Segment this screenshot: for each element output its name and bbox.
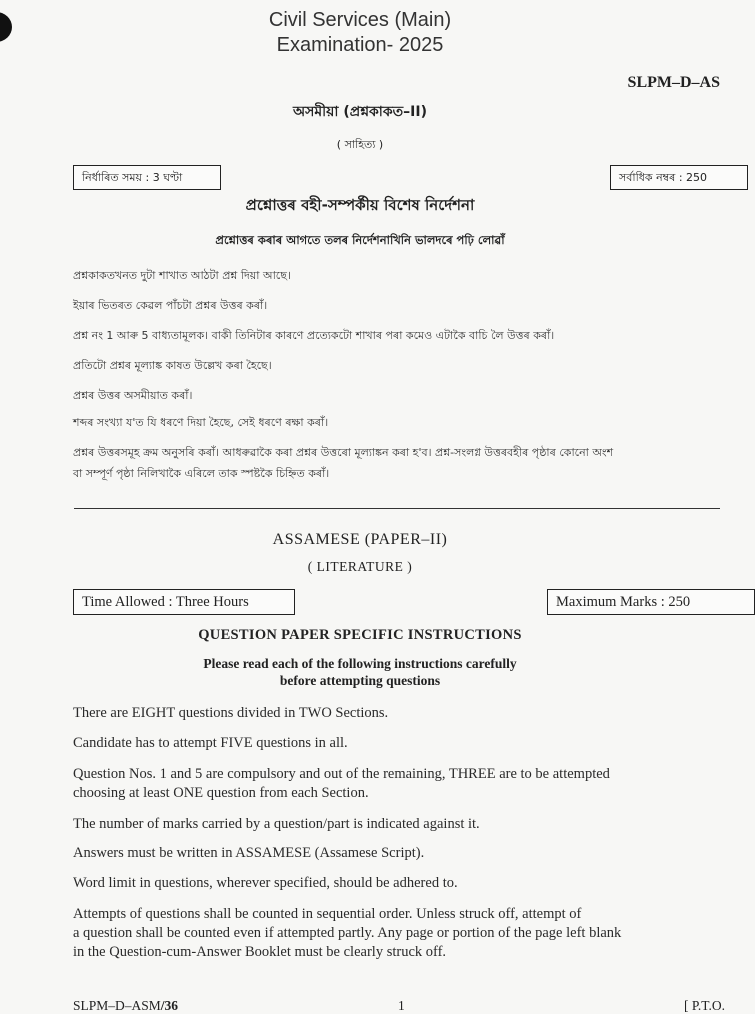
english-instruction-1: There are EIGHT questions divided in TWO Sections. <box>73 705 389 721</box>
exam-title <box>0 8 720 58</box>
footer-paper-code <box>73 998 178 1014</box>
assamese-instruction-2: ইয়াৰ ভিতৰত কেৱল পাঁচটা প্ৰশ্নৰ উত্তৰ কৰাঁ। <box>73 299 268 312</box>
assamese-instruction-6: শব্দৰ সংখ্যা য'ত যি ধৰণে দিয়া হৈছে, সেই ধৰণে ৰক্ষা কৰাঁ। <box>73 416 329 429</box>
assamese-instruction-1: প্ৰশ্নকাকতখনত দুটা শাখাত আঠটা প্ৰশ্ন দিয়া আছে। <box>73 269 291 282</box>
english-instruction-7-line2: a question shall be counted even if attempted partly. Any page or portion of the page left blank <box>73 925 622 941</box>
english-instruction-3-line2: choosing at least ONE question from each Section. <box>73 785 369 801</box>
assamese-instruction-4: প্ৰতিটো প্ৰশ্নৰ মূল্যাঙ্ক কাষত উল্লেখ কৰা হৈছে। <box>73 359 272 372</box>
section-divider <box>74 508 720 509</box>
footer-pto: [ P.T.O. <box>684 998 726 1013</box>
english-paper-title: ASSAMESE (PAPER–II) <box>272 531 448 548</box>
english-instructions-title: QUESTION PAPER SPECIFIC INSTRUCTIONS <box>198 627 522 643</box>
footer-code-text: SLPM–D–ASM <box>73 998 161 1013</box>
exam-title-line2: Examination- 2025 <box>276 34 444 56</box>
assamese-marks-box: সৰ্বাধিক নম্বৰ : 250 <box>610 165 748 190</box>
english-instruction-5: Answers must be written in ASSAMESE (Assamese Script). <box>73 845 425 861</box>
english-instruction-3-line1: Question Nos. 1 and 5 are compulsory and out of the remaining, THREE are to be attempted <box>73 766 610 782</box>
assamese-instruction-3: প্ৰশ্ন নং 1 আৰু 5 বাধ্যতামূলক। বাকী তিনিটাৰ কাৰণে প্ৰত্যেকটো শাখাৰ পৰা কমেও এটাকৈ বাচি লৈ উত্তৰ কৰাঁ। <box>73 329 555 342</box>
paper-code: SLPM–D–AS <box>627 74 720 91</box>
assamese-subject: ( সাহিত্য ) <box>336 138 384 151</box>
english-subject: ( LITERATURE ) <box>307 559 413 574</box>
english-instruction-2: Candidate has to attempt FIVE questions in all. <box>73 735 348 751</box>
english-instruction-6: Word limit in questions, wherever specified, should be adhered to. <box>73 875 458 891</box>
footer-code-suffix: /36 <box>160 998 179 1013</box>
english-read-line2: before attempting questions <box>279 673 441 688</box>
assamese-instruction-5: প্ৰশ্নৰ উত্তৰ অসমীয়াত কৰাঁ। <box>73 389 193 402</box>
assamese-instruction-7-line2: বা সম্পূৰ্ণ পৃষ্ঠা নিলিখাকৈ এৰিলে তাক স্পষ্টকৈ চিহ্নিত কৰাঁ। <box>73 467 330 480</box>
assamese-time-box: নিৰ্ধাৰিত সময় : 3 ঘণ্টা <box>73 165 221 190</box>
english-instruction-7-line3: in the Question-cum-Answer Booklet must be clearly struck off. <box>73 944 447 960</box>
english-time-box: Time Allowed : Three Hours <box>73 589 295 615</box>
english-instruction-7-line1: Attempts of questions shall be counted in sequential order. Unless struck off, attempt of <box>73 906 582 922</box>
assamese-paper-title: অসমীয়া (প্ৰশ্নকাকত–II) <box>293 104 427 120</box>
english-marks-box: Maximum Marks : 250 <box>547 589 755 615</box>
assamese-instruction-7-line1: প্ৰশ্নৰ উত্তৰসমূহ ক্ৰম অনুসৰি কৰাঁ। আধৰুৱাকৈ কৰা প্ৰশ্নৰ উত্তৰো মূল্যাঙ্কন কৰা হ'ব। প্ৰশ্ন-সংলগ্ন উত্তৰবহীৰ পৃষ্ঠাৰ কোনো অংশ <box>73 446 614 459</box>
exam-title-line1: Civil Services (Main) <box>268 9 452 31</box>
footer-page-number: 1 <box>398 998 405 1013</box>
english-instruction-4: The number of marks carried by a question/part is indicated against it. <box>73 816 480 832</box>
assamese-instructions-title: প্ৰশ্নোত্তৰ বহী-সম্পৰ্কীয় বিশেষ নিৰ্দেশনা <box>245 196 475 214</box>
english-read-line1: Please read each of the following instructions carefully <box>203 656 517 671</box>
assamese-instructions-subtitle: প্ৰশ্নোত্তৰ কৰাৰ আগতে তলৰ নিৰ্দেশনাখিনি ভালদৰে পঢ়ি লোৱাঁ <box>215 233 505 247</box>
